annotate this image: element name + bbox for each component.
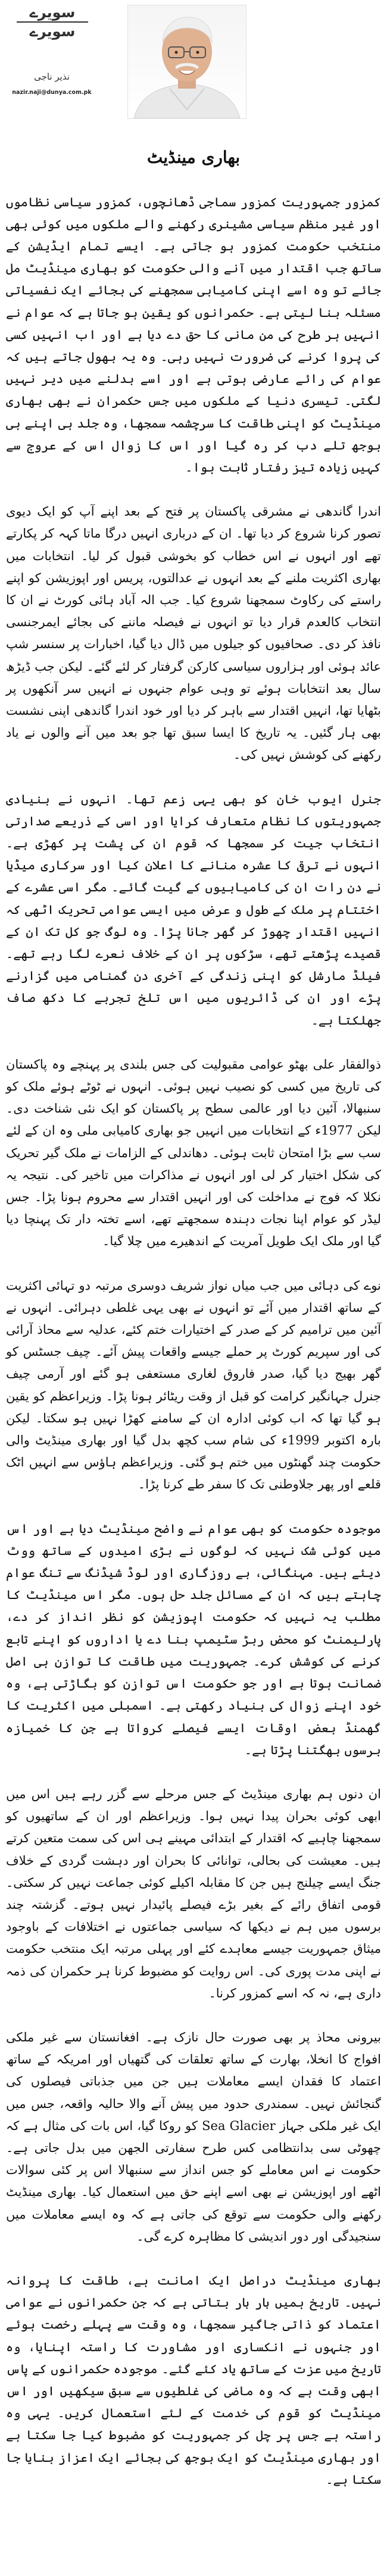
- column-header: [6, 0, 381, 122]
- article-paragraph: اندرا گاندھی نے مشرقی پاکستان پر فتح کے بعد اپنے آپ کو ایک دیوی تصور کرنا شروع کر دیا تھا۔ ان کے درباری انہیں درگا ماتا کہہ کر پکارتے تھے اور انہوں نے اس خطاب کو بخوشی قبول کر لیا۔ انتخابات میں بھاری اکثریت ملنے کے بعد انہوں نے عدالتوں، پریس اور اپوزیشن کو اپنے راستے کی رکاوٹ سمجھنا شروع کیا۔ جب الہ آباد ہائی کورٹ نے ان کا انتخاب کالعدم قرار دیا تو انہوں نے فیصلہ ماننے کی بجائے ایمرجنسی نافذ کر دی۔ صحافیوں کو جیلوں میں ڈال دیا گیا، اخبارات پر سنسر شپ عائد ہوئی اور ہزاروں سیاسی کارکن گرفتار کر لئے گئے۔ لیکن جب ڈیڑھ سال بعد انتخابات ہوئے تو وہی عوام جنہوں نے انہیں سر آنکھوں پر بٹھایا تھا، انہیں اقتدار سے باہر کر دیا اور خود اندرا گاندھی اپنی نشست بھی ہار گئیں۔ یہ تاریخ کا ایسا سبق تھا جو بعد میں آنے والوں نے یاد رکھنے کی کوشش نہیں کی۔: [6, 504, 381, 762]
- article-body: [6, 191, 381, 2492]
- article-paragraph: بیرونی محاذ پر بھی صورت حال نازک ہے۔ افغانستان سے غیر ملکی افواج کا انخلا، بھارت کے ساتھ تعلقات کی گتھیاں اور امریکہ کے ساتھ اعتماد کا فقدان ایسے معاملات ہیں جن میں جذباتی فیصلوں کی گنجائش نہیں۔ سمندری حدود میں پیش آنے والا حالیہ واقعہ، جس میں ایک غیر ملکی جہاز Sea Glacier کو روکا گیا، اس بات کی مثال ہے کہ چھوٹی سی بدانتظامی کس طرح سفارتی الجھن میں بدل جاتی ہے۔ حکومت نے اس معاملے کو جس انداز سے سنبھالا اس پر کئی سوالات اٹھے اور اپوزیشن نے بھی اسے اپنے حق میں استعمال کیا۔ بھاری مینڈیٹ رکھنے والی حکومت سے توقع کی جاتی ہے کہ وہ ایسے معاملات میں سنجیدگی اور دور اندیشی کا مظاہرہ کرے گی۔: [6, 2030, 382, 2244]
- author-email: nazir.naji@dunya.com.pk: [12, 89, 92, 96]
- author-portrait-illustration: [128, 5, 246, 118]
- article-paragraph: جنرل ایوب خان کو بھی یہی زعم تھا۔ انہوں نے بنیادی جمہوریتوں کا نظام متعارف کرایا اور اسی کے ذریعے صدارتی انتخاب جیت کر سمجھا کہ قوم ان کی پشت پر کھڑی ہے۔ انہوں نے ترقی کا عشرہ منانے کا اعلان کیا اور سرکاری میڈیا نے دن رات ان کی کامیابیوں کے گیت گائے۔ مگر اسی عشرے کے اختتام پر ملک کے طول و عرض میں ایسی عوامی تحریک اٹھی کہ انہیں اقتدار چھوڑ کر گھر جانا پڑا۔ وہ لوگ جو کل تک ان کے قصیدے پڑھتے تھے، سڑکوں پر ان کے خلاف نعرے لگا رہے تھے۔ فیلڈ مارشل کو اپنی زندگی کے آخری دن گمنامی میں گزارنے پڑے اور ان کی ڈائریوں میں اس تلخ تجربے کا دکھ صاف جھلکتا ہے۔: [6, 791, 381, 1028]
- brand-line-top: سویرے: [29, 4, 76, 21]
- article-paragraph: ذوالفقار علی بھٹو عوامی مقبولیت کی جس بلندی پر پہنچے وہ پاکستان کی تاریخ میں کسی کو نصیب نہیں ہوئی۔ انہوں نے ٹوٹے ہوئے ملک کو سنبھالا، آئین دیا اور عالمی سطح پر پاکستان کو ایک نئی شناخت دی۔ لیکن 1977ء کے انتخابات میں انہیں جو بھاری کامیابی ملی وہ ان کے لئے سب سے بڑا امتحان ثابت ہوئی۔ دھاندلی کے الزامات نے ملک گیر تحریک کی شکل اختیار کر لی اور انہوں نے مذاکرات میں تاخیر کی۔ نتیجہ یہ نکلا کہ فوج نے مداخلت کی اور انہیں اقتدار سے محروم ہونا پڑا۔ جس لیڈر کو عوام اپنا نجات دہندہ سمجھتے تھے، اسے تختہ دار تک پہنچا دیا گیا اور ملک ایک طویل آمریت کے اندھیرے میں چلا گیا۔: [6, 1057, 382, 1249]
- article-paragraph: کمزور جمہوریت کمزور سماجی ڈھانچوں، کمزور سیاسی نظاموں اور غیر منظم سیاسی مشینری رکھنے والے ملکوں میں کوئی بھی منتخب حکومت کمزور ہو جاتی ہے۔ ایسے تمام ایڈیشن کے ساتھ جب اقتدار میں آنے والی حکومت کو بھاری مینڈیٹ مل جائے تو وہ اسے اپنی کامیابی سمجھنے کی بجائے ایک نفسیاتی مسئلہ بنا لیتی ہے۔ حکمرانوں کو یقین ہو جاتا ہے کہ عوام نے انہیں ہر طرح کی من مانی کا حق دے دیا ہے اور اب انہیں کسی کی پروا کرنے کی ضرورت نہیں رہی۔ وہ یہ بھول جاتے ہیں کہ عوام کی رائے عارضی ہوتی ہے اور اسے بدلنے میں دیر نہیں لگتی۔ تیسری دنیا کے ملکوں میں جس حکمران نے بھی بھاری مینڈیٹ کو اپنی طاقت کا سرچشمہ سمجھا، وہ جلد ہی اپنے ہی بوجھ تلے دب کر رہ گیا اور اس کا زوال اس کے عروج سے کہیں زیادہ تیز رفتار ثابت ہوا۔: [6, 194, 381, 475]
- article-title: بھاری مینڈیٹ: [146, 147, 241, 167]
- title-area: [6, 136, 381, 178]
- author-name: نذیر ناجی: [34, 71, 70, 82]
- article-paragraph: موجودہ حکومت کو بھی عوام نے واضح مینڈیٹ دیا ہے اور اس میں کوئی شک نہیں کہ لوگوں نے بڑی امیدوں کے ساتھ ووٹ دیئے ہیں۔ مہنگائی، بے روزگاری اور لوڈ شیڈنگ سے تنگ عوام چاہتے ہیں کہ ان کے مسائل جلد حل ہوں۔ مگر اس مینڈیٹ کا مطلب یہ نہیں کہ حکومت اپوزیشن کو نظر انداز کر دے، پارلیمنٹ کو محض ربڑ سٹیمپ بنا دے یا اداروں کو اپنے تابع کرنے کی کوشش کرے۔ جمہوریت میں طاقت کا توازن ہی اصل ضمانت ہوتا ہے اور جو حکومت اس توازن کو بگاڑتی ہے، وہ خود اپنے زوال کی بنیاد رکھتی ہے۔ اسمبلی میں اکثریت کا گھمنڈ بعض اوقات ایسے فیصلے کرواتا ہے جن کا خمیازہ برسوں بھگتنا پڑتا ہے۔: [6, 1521, 381, 1757]
- article-paragraph: ان دنوں ہم بھاری مینڈیٹ کے جس مرحلے سے گزر رہے ہیں اس میں ابھی کوئی بحران پیدا نہیں ہوا۔ وزیراعظم اور ان کے ساتھیوں کو سمجھنا چاہیے کہ اقتدار کے ابتدائی مہینے ہی اس کی سمت متعین کرتے ہیں۔ معیشت کی بحالی، توانائی کا بحران اور دہشت گردی کے خلاف جنگ ایسے چیلنج ہیں جن کا مقابلہ اکیلے کوئی جماعت نہیں کر سکتی۔ قومی اتفاق رائے کے بغیر بڑے فیصلے پائیدار نہیں ہوتے۔ گزشتہ چند برسوں میں ہم نے دیکھا کہ سیاسی جماعتوں نے اختلافات کے باوجود میثاق جمہوریت جیسے معاہدے کئے اور پہلی مرتبہ ایک منتخب حکومت نے اپنی مدت پوری کی۔ اس روایت کو مضبوط کرنا ہر حکمران کی ذمہ داری ہے، نہ کہ اسے کمزور کرنا۔: [6, 1786, 381, 2000]
- author-photo: [127, 5, 246, 119]
- article-paragraph: بھاری مینڈیٹ دراصل ایک امانت ہے، طاقت کا پروانہ نہیں۔ تاریخ ہمیں بار بار بتاتی ہے کہ جن حکمرانوں نے عوامی اعتماد کو ذاتی جاگیر سمجھا، وہ وقت سے پہلے رخصت ہوئے اور جنہوں نے انکساری اور مشاورت کا راستہ اپنایا، وہ تاریخ میں عزت کے ساتھ یاد کئے گئے۔ موجودہ حکمرانوں کے پاس ابھی وقت ہے کہ وہ ماضی کی غلطیوں سے سبق سیکھیں اور اس مینڈیٹ کو قوم کی خدمت کے لئے استعمال کریں۔ یہی وہ راستہ ہے جس پر چل کر جمہوریت کو مضبوط کیا جا سکتا ہے اور بھاری مینڈیٹ کو ایک بوجھ کی بجائے ایک اعزاز بنایا جا سکتا ہے۔: [6, 2273, 381, 2487]
- column-brand: [17, 4, 88, 45]
- brand-line-bottom: سویرے: [29, 23, 76, 40]
- article-paragraph: نوے کی دہائی میں جب میاں نواز شریف دوسری مرتبہ دو تہائی اکثریت کے ساتھ اقتدار میں آئے تو انہوں نے بھی یہی غلطی دہرائی۔ انہوں نے آئین میں ترامیم کر کے صدر کے اختیارات ختم کئے، عدلیہ سے محاذ آرائی کی اور سپریم کورٹ پر حملے جیسے واقعات پیش آئے۔ چیف جسٹس کو گھر بھیج دیا گیا، صدر فاروق لغاری مستعفی ہو گئے اور آرمی چیف جنرل جہانگیر کرامت کو قبل از وقت ریٹائر ہونا پڑا۔ وزیراعظم کو یقین ہو گیا تھا کہ اب کوئی ادارہ ان کے سامنے کھڑا نہیں ہو سکتا۔ لیکن بارہ اکتوبر 1999ء کی شام سب کچھ بدل گیا اور بھاری مینڈیٹ والی حکومت چند گھنٹوں میں ختم ہو گئی۔ وزیراعظم ہاؤس سے انہیں اٹک قلعے اور پھر جلاوطنی تک کا سفر طے کرنا پڑا۔: [6, 1278, 381, 1492]
